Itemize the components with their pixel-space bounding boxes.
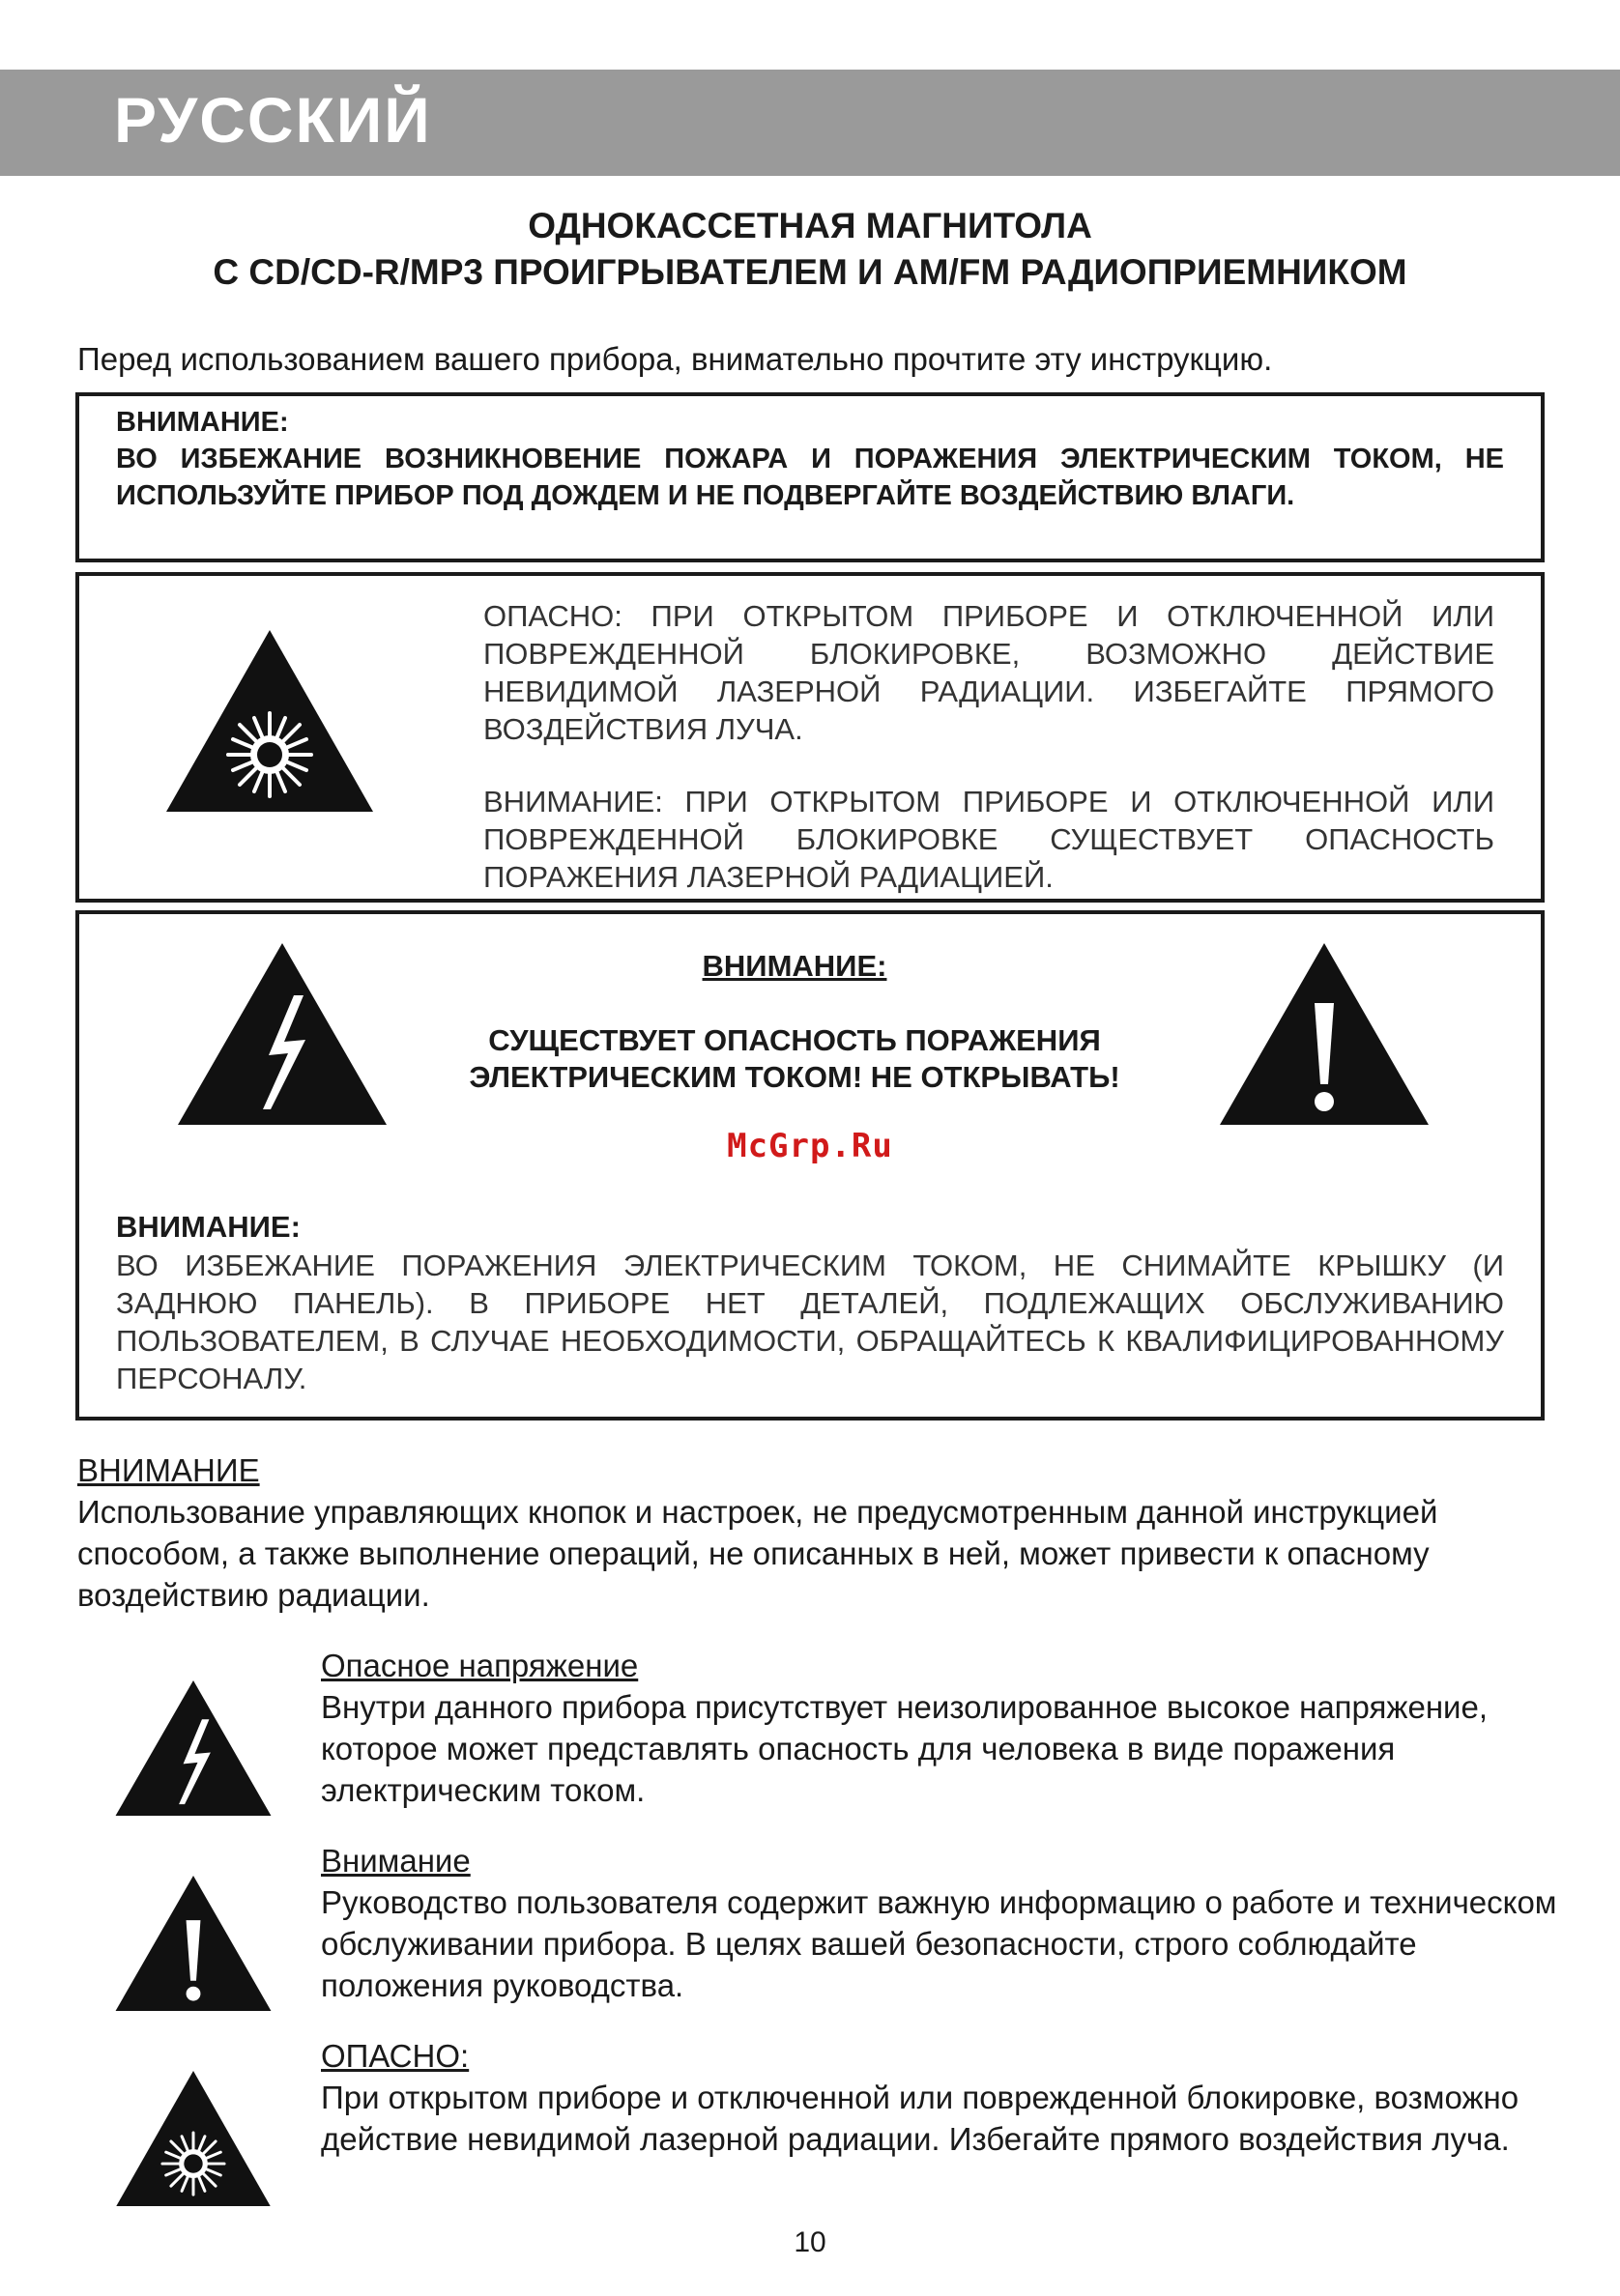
- legend-heading: ОПАСНО:: [321, 2038, 470, 2074]
- notice-text: Использование управляющих кнопок и настроек, не предусмотренным данной инструкцией способом, а также выполнение операций, не описанных в ней, может привести к опасному воздействию радиации.: [77, 1494, 1438, 1613]
- warning-body: ВО ИЗБЕЖАНИЕ ВОЗНИКНОВЕНИЕ ПОЖАРА И ПОРАЖЕНИЯ ЭЛЕКТРИЧЕСКИМ ТОКОМ, НЕ ИСПОЛЬЗУЙТЕ ПРИБОР ПОД ДОЖДЕМ И НЕ ПОДВЕРГАЙТЕ ВОЗДЕЙСТВИЮ ВЛАГИ.: [116, 444, 1504, 511]
- laser-danger-text: ОПАСНО: ПРИ ОТКРЫТОМ ПРИБОРЕ И ОТКЛЮЧЕННОЙ ИЛИ ПОВРЕЖДЕННОЙ БЛОКИРОВКЕ, ВОЗМОЖНО ДЕЙСТВИЕ НЕВИДИМОЙ ЛАЗЕРНОЙ РАДИАЦИИ. ИЗБЕГАЙТЕ ПРЯМОГО ВОЗДЕЙСТВИЯ ЛУЧА.: [483, 599, 1494, 746]
- cover-warning-body: ВО ИЗБЕЖАНИЕ ПОРАЖЕНИЯ ЭЛЕКТРИЧЕСКИМ ТОКОМ, НЕ СНИМАЙТЕ КРЫШКУ (И ЗАДНЮЮ ПАНЕЛЬ). В ПРИБОРЕ НЕТ ДЕТАЛЕЙ, ПОДЛЕЖАЩИХ ОБСЛУЖИВАНИЮ ПОЛЬЗОВАТЕЛЕМ, В СЛУЧАЕ НЕОБХОДИМОСТИ, ОБРАЩАЙТЕСЬ К КВАЛИФИЦИРОВАННОМУ ПЕРСОНАЛУ.: [116, 1248, 1504, 1395]
- electric-shock-warning-box: [75, 910, 1545, 1421]
- title-line-2: С CD/CD-R/MP3 ПРОИГРЫВАТЕЛЕМ И AM/FM РАДИОПРИЕМНИКОМ: [213, 252, 1407, 292]
- shock-heading: ВНИМАНИЕ:: [702, 949, 887, 983]
- legend-heading: Внимание: [321, 1843, 471, 1879]
- warning-heading: ВНИМАНИЕ:: [116, 407, 289, 438]
- laser-warning-icon: [112, 2068, 275, 2209]
- title-line-1: ОДНОКАССЕТНАЯ МАГНИТОЛА: [528, 206, 1092, 245]
- legend-text: Внутри данного прибора присутствует неизолированное высокое напряжение, которое может представлять опасность для человека в виде поражения электрическим током.: [321, 1689, 1489, 1808]
- shock-message: СУЩЕСТВУЕТ ОПАСНОСТЬ ПОРАЖЕНИЯ ЭЛЕКТРИЧЕСКИМ ТОКОМ! НЕ ОТКРЫВАТЬ!: [469, 1023, 1120, 1094]
- page-number: 10: [794, 2226, 826, 2258]
- fire-shock-warning-box: [75, 392, 1545, 562]
- cover-warning-heading: ВНИМАНИЕ:: [116, 1210, 301, 1244]
- radiation-notice: [77, 1449, 1527, 1616]
- document-title: [0, 203, 1620, 296]
- laser-caution-text: ВНИМАНИЕ: ПРИ ОТКРЫТОМ ПРИБОРЕ И ОТКЛЮЧЕННОЙ ИЛИ ПОВРЕЖДЕННОЙ БЛОКИРОВКЕ СУЩЕСТВУЕТ ОПАСНОСТЬ ПОРАЖЕНИЯ ЛАЗЕРНОЙ РАДИАЦИЕЙ.: [483, 785, 1494, 894]
- legend-text: При открытом приборе и отключенной или поврежденной блокировке, возможно действие невидимой лазерной радиации. Избегайте прямого воздействия луча.: [321, 2080, 1519, 2157]
- laser-warning-icon: [162, 626, 377, 816]
- electric-shock-icon: [174, 939, 391, 1129]
- laser-warning-box: [75, 572, 1545, 903]
- language-banner: [0, 70, 1620, 176]
- legend-heading: Опасное напряжение: [321, 1648, 639, 1683]
- notice-heading: ВНИМАНИЕ: [77, 1452, 260, 1488]
- exclamation-warning-icon: [1216, 939, 1432, 1129]
- language-label: РУССКИЙ: [114, 84, 432, 156]
- intro-text: Перед использованием вашего прибора, внимательно прочтите эту инструкцию.: [77, 341, 1273, 377]
- watermark: McGrp.Ru: [727, 1127, 893, 1165]
- exclamation-warning-icon: [112, 1873, 275, 2014]
- electric-shock-icon: [112, 1678, 275, 1819]
- legend-text: Руководство пользователя содержит важную информацию о работе и техническом обслуживании прибора. В целях вашей безопасности, строго соблюдайте положения руководства.: [321, 1884, 1557, 2003]
